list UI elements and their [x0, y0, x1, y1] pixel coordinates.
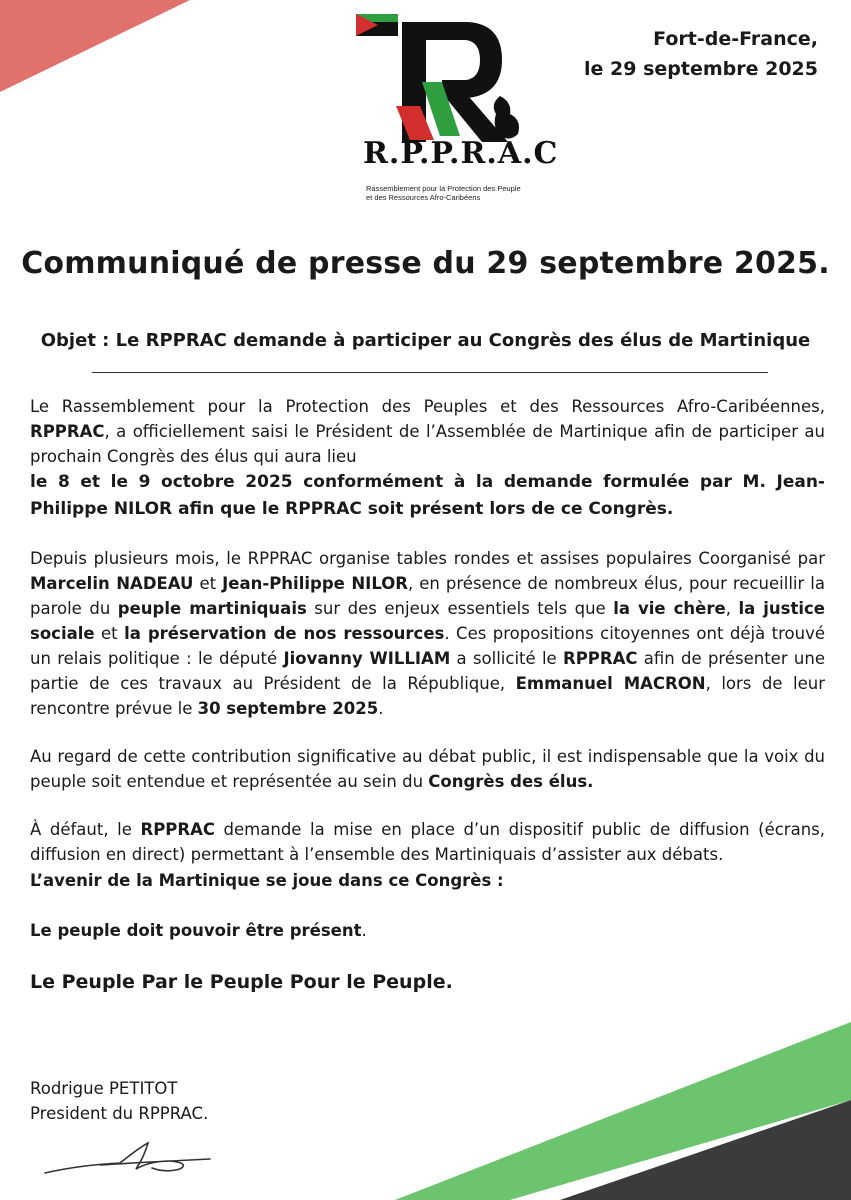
paragraph-4: À défaut, le RPPRAC demande la mise en place d’un dispositif public de diffusion (écrans, diffusion en direct) permettant à l’ensemble des Martiniquais d’assister aux débats.	[30, 820, 825, 864]
signer-name: Rodrigue PETITOT	[30, 1079, 178, 1098]
closing-line-1: L’avenir de la Martinique se joue dans ce Congrès :	[30, 871, 504, 890]
paragraph-1: Le Rassemblement pour la Protection des Peuples et des Ressources Afro-Caribéennes, RPPRAC, a officiellement saisi le Président de l’Assemblée de Martinique afin de participer au prochain Congrès des élus qui aura lieu	[30, 397, 825, 466]
place-date	[518, 24, 818, 84]
closing-line-2: Le peuple doit pouvoir être présent.	[30, 921, 367, 940]
page-title: Communiqué de presse du 29 septembre 2025.	[21, 246, 830, 281]
logo-tagline-line2: et des Ressources Afro-Caribéens	[366, 193, 481, 202]
signer-role: President du RPPRAC.	[30, 1104, 209, 1123]
rpprac-logo-icon	[350, 10, 540, 210]
signer-block	[30, 1076, 208, 1126]
bold-rpprac: RPPRAC	[30, 422, 105, 441]
logo-tagline	[366, 184, 566, 202]
paragraph-3: Au regard de cette contribution significative au débat public, il est indispensable que la voix du peuple soit entendue et représentée au sein du Congrès des élus.	[30, 747, 825, 791]
logo-acronym: R.P.P.R.A.C	[363, 136, 559, 171]
place: Fort-de-France,	[653, 28, 818, 50]
handwritten-signature	[40, 1135, 220, 1180]
paragraph-2: Depuis plusieurs mois, le RPPRAC organise tables rondes et assises populaires Coorganisé par Marcelin NADEAU et Jean-Philippe NILOR, en présence de nombreux élus, pour recueillir la parole du peuple martiniquais sur des enjeux essentiels tels que la vie chère, la justice sociale et la préservation de nos ressources. Ces propositions citoyennes ont déjà trouvé un relais politique : le député Jiovanny WILLIAM a sollicité le RPPRAC afin de présenter une partie de ces travaux au Président de la République, Emmanuel MACRON, lors de leur rencontre prévue le 30 septembre 2025.	[30, 549, 825, 718]
divider	[92, 372, 768, 373]
date: le 29 septembre 2025	[584, 58, 818, 80]
red-triangle	[0, 0, 190, 92]
paragraph-1-emphasis: le 8 et le 9 octobre 2025 conformément à la demande formulée par M. Jean-Philippe NILOR afin que le RPPRAC soit présent lors de ce Congrès.	[30, 472, 825, 519]
subject-line: Objet : Le RPPRAC demande à participer au Congrès des élus de Martinique	[40, 330, 811, 351]
press-release-body	[30, 394, 825, 1020]
motto: Le Peuple Par le Peuple Pour le Peuple.	[30, 971, 453, 993]
logo-tagline-line1: Rassemblement pour la Protection des Peuple	[366, 184, 521, 193]
